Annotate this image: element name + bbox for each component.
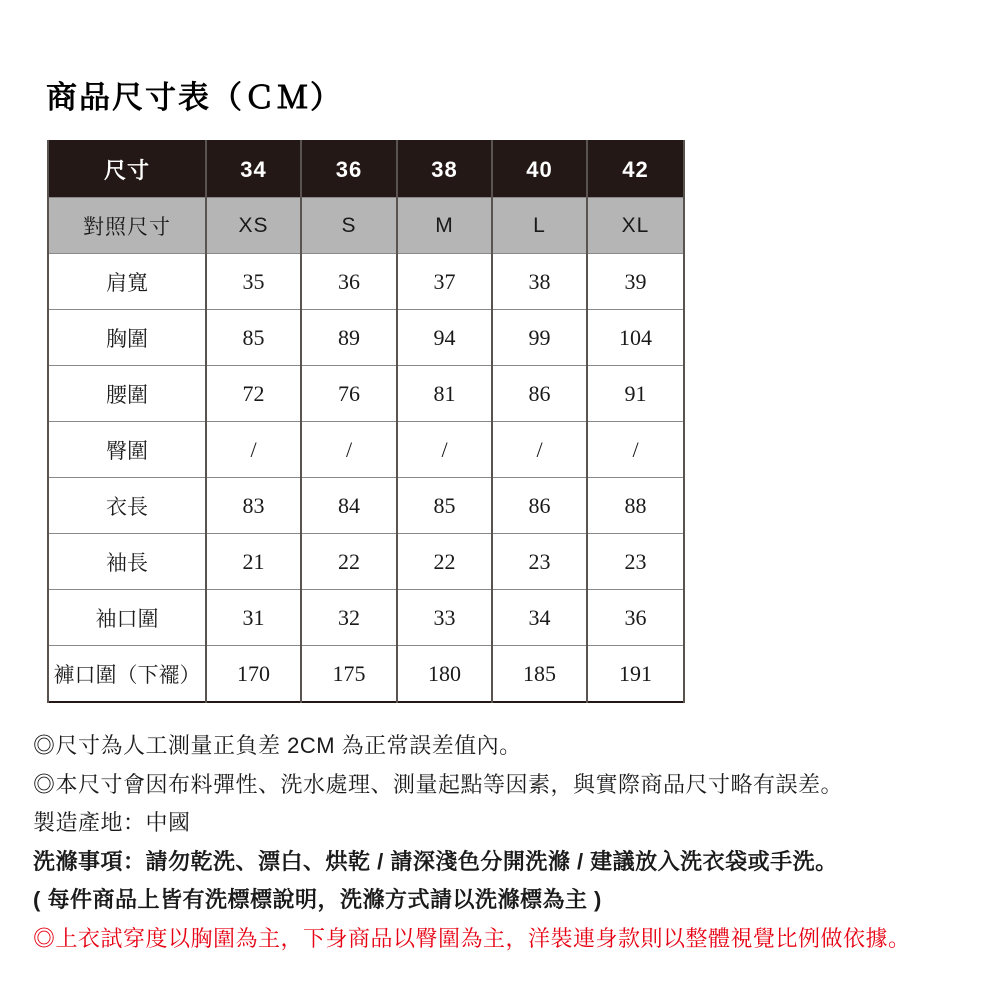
measure-value-cell: 22 xyxy=(397,534,492,590)
measure-row-label: 臀圍 xyxy=(48,422,206,478)
compare-value-cell: L xyxy=(492,198,587,254)
measure-value-cell: 72 xyxy=(206,366,301,422)
measure-value-cell: 39 xyxy=(587,254,684,310)
page-title: 商品尺寸表（ＣＭ） xyxy=(46,80,343,115)
notes xyxy=(33,727,973,958)
measure-row xyxy=(48,646,684,703)
measure-value-cell: 170 xyxy=(206,646,301,703)
measure-value-cell: 185 xyxy=(492,646,587,703)
measure-value-cell: 22 xyxy=(301,534,397,590)
measure-value-cell: 91 xyxy=(587,366,684,422)
measure-value-cell: 21 xyxy=(206,534,301,590)
measure-value-cell: 33 xyxy=(397,590,492,646)
size-value-cell: 42 xyxy=(587,141,684,198)
compare-value-cell: XS xyxy=(206,198,301,254)
measure-value-cell: 37 xyxy=(397,254,492,310)
compare-size-row xyxy=(48,198,684,254)
note-fit-guideline: ◎上衣試穿度以胸圍為主，下身商品以臀圍為主，洋裝連身款則以整體視覺比例做依據。 xyxy=(33,925,911,951)
measure-value-cell: 86 xyxy=(492,366,587,422)
measure-value-cell: 104 xyxy=(587,310,684,366)
size-value-cell: 36 xyxy=(301,141,397,198)
measure-value-cell: 32 xyxy=(301,590,397,646)
note-wash-label: ( 每件商品上皆有洗標標說明，洗滌方式請以洗滌標為主 ) xyxy=(33,887,602,912)
size-value-cell: 40 xyxy=(492,141,587,198)
measure-row-label: 褲口圍（下襬） xyxy=(48,646,206,703)
measure-row xyxy=(48,478,684,534)
size-row-label: 尺寸 xyxy=(48,141,206,198)
measure-value-cell: 84 xyxy=(301,478,397,534)
measure-value-cell: 86 xyxy=(492,478,587,534)
measure-value-cell: / xyxy=(492,422,587,478)
measure-value-cell: 34 xyxy=(492,590,587,646)
measure-value-cell: 99 xyxy=(492,310,587,366)
measure-value-cell: 31 xyxy=(206,590,301,646)
measure-value-cell: 23 xyxy=(587,534,684,590)
measure-value-cell: 85 xyxy=(397,478,492,534)
measure-value-cell: 23 xyxy=(492,534,587,590)
measure-row-label: 肩寬 xyxy=(48,254,206,310)
measure-row xyxy=(48,590,684,646)
compare-value-cell: M xyxy=(397,198,492,254)
measure-value-cell: 175 xyxy=(301,646,397,703)
note-washing: 洗滌事項：請勿乾洗、漂白、烘乾 / 請深淺色分開洗滌 / 建議放入洗衣袋或手洗。 xyxy=(33,848,838,874)
measure-value-cell: 180 xyxy=(397,646,492,703)
size-header-row xyxy=(48,141,684,198)
measure-value-cell: 83 xyxy=(206,478,301,534)
measure-value-cell: 76 xyxy=(301,366,397,422)
measure-row-label: 腰圍 xyxy=(48,366,206,422)
measure-row-label: 袖長 xyxy=(48,534,206,590)
measure-row-label: 袖口圍 xyxy=(48,590,206,646)
measure-value-cell: 36 xyxy=(587,590,684,646)
note-origin: 製造產地：中國 xyxy=(33,810,191,835)
measure-value-cell: 85 xyxy=(206,310,301,366)
measure-value-cell: 81 xyxy=(397,366,492,422)
measure-value-cell: 94 xyxy=(397,310,492,366)
measure-row xyxy=(48,254,684,310)
measure-value-cell: 35 xyxy=(206,254,301,310)
measure-row xyxy=(48,366,684,422)
measure-row xyxy=(48,310,684,366)
measure-value-cell: / xyxy=(587,422,684,478)
measure-value-cell: 89 xyxy=(301,310,397,366)
measure-value-cell: 38 xyxy=(492,254,587,310)
measure-row xyxy=(48,422,684,478)
compare-value-cell: S xyxy=(301,198,397,254)
measure-value-cell: 88 xyxy=(587,478,684,534)
measure-row-label: 衣長 xyxy=(48,478,206,534)
size-value-cell: 34 xyxy=(206,141,301,198)
note-tolerance: ◎尺寸為人工測量正負差 2CM 為正常誤差值內。 xyxy=(33,733,522,758)
measure-value-cell: / xyxy=(301,422,397,478)
compare-value-cell: XL xyxy=(587,198,684,254)
measure-value-cell: 191 xyxy=(587,646,684,703)
size-value-cell: 38 xyxy=(397,141,492,198)
size-table-body xyxy=(48,141,684,702)
compare-row-label: 對照尺寸 xyxy=(48,198,206,254)
size-table xyxy=(47,140,685,703)
measure-value-cell: / xyxy=(397,422,492,478)
measure-value-cell: / xyxy=(206,422,301,478)
measure-value-cell: 36 xyxy=(301,254,397,310)
measure-row xyxy=(48,534,684,590)
measure-row-label: 胸圍 xyxy=(48,310,206,366)
note-variance: ◎本尺寸會因布料彈性、洗水處理、測量起點等因素，與實際商品尺寸略有誤差。 xyxy=(33,771,844,797)
